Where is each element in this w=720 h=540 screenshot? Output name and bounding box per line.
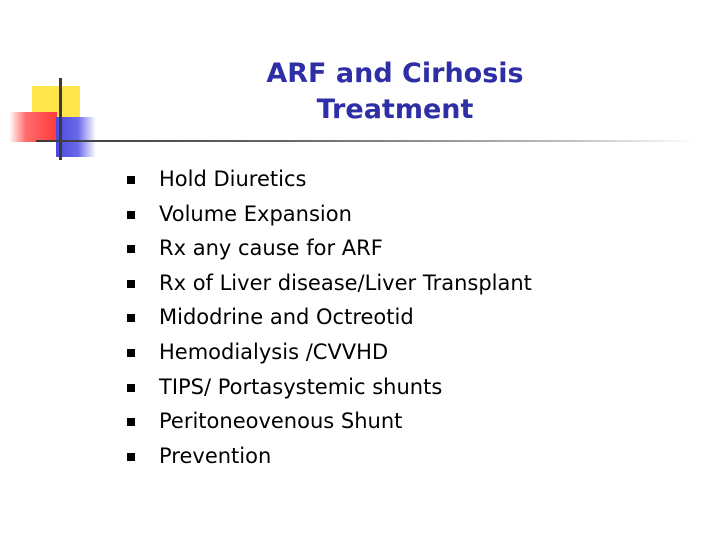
blue-square-shape: [56, 117, 96, 157]
square-bullet-icon: [127, 314, 135, 322]
bullet-text: Hold Diuretics: [159, 167, 307, 191]
bullet-text: Volume Expansion: [159, 201, 352, 226]
bullet-item: [154, 370, 532, 405]
bullet-item: [154, 404, 532, 439]
square-bullet-icon: [127, 245, 135, 253]
square-bullet-icon: [127, 384, 135, 392]
bullet-item: [154, 335, 532, 370]
decorative-squares-logo: [0, 0, 100, 170]
bullet-text: Peritoneovenous Shunt: [159, 409, 403, 434]
bullet-text: Prevention: [159, 443, 272, 468]
square-bullet-icon: [127, 211, 135, 219]
bullet-item: [154, 439, 532, 474]
square-bullet-icon: [127, 349, 135, 357]
bullet-item: [154, 197, 532, 232]
bullet-text: Rx of Liver disease/Liver Transplant: [159, 270, 532, 295]
horizontal-divider-line: [36, 140, 696, 142]
bullet-item: [154, 162, 532, 197]
slide-title-line-1: ARF and Cirhosis: [266, 58, 524, 89]
square-bullet-icon: [127, 280, 135, 288]
bullet-list: [154, 162, 532, 473]
bullet-item: [154, 266, 532, 301]
square-bullet-icon: [127, 453, 135, 461]
bullet-text: TIPS/ Portasystemic shunts: [159, 374, 443, 399]
slide-title-line-2: Treatment: [316, 94, 474, 125]
square-bullet-icon: [127, 176, 135, 184]
slide-title: [200, 56, 590, 128]
square-bullet-icon: [127, 418, 135, 426]
red-square-shape: [9, 112, 57, 142]
bullet-text: Midodrine and Octreotid: [159, 305, 414, 330]
bullet-text: Rx any cause for ARF: [159, 236, 383, 261]
vertical-divider-line: [59, 78, 62, 160]
bullet-item: [154, 231, 532, 266]
bullet-item: [154, 300, 532, 335]
bullet-text: Hemodialysis /CVVHD: [159, 339, 389, 364]
